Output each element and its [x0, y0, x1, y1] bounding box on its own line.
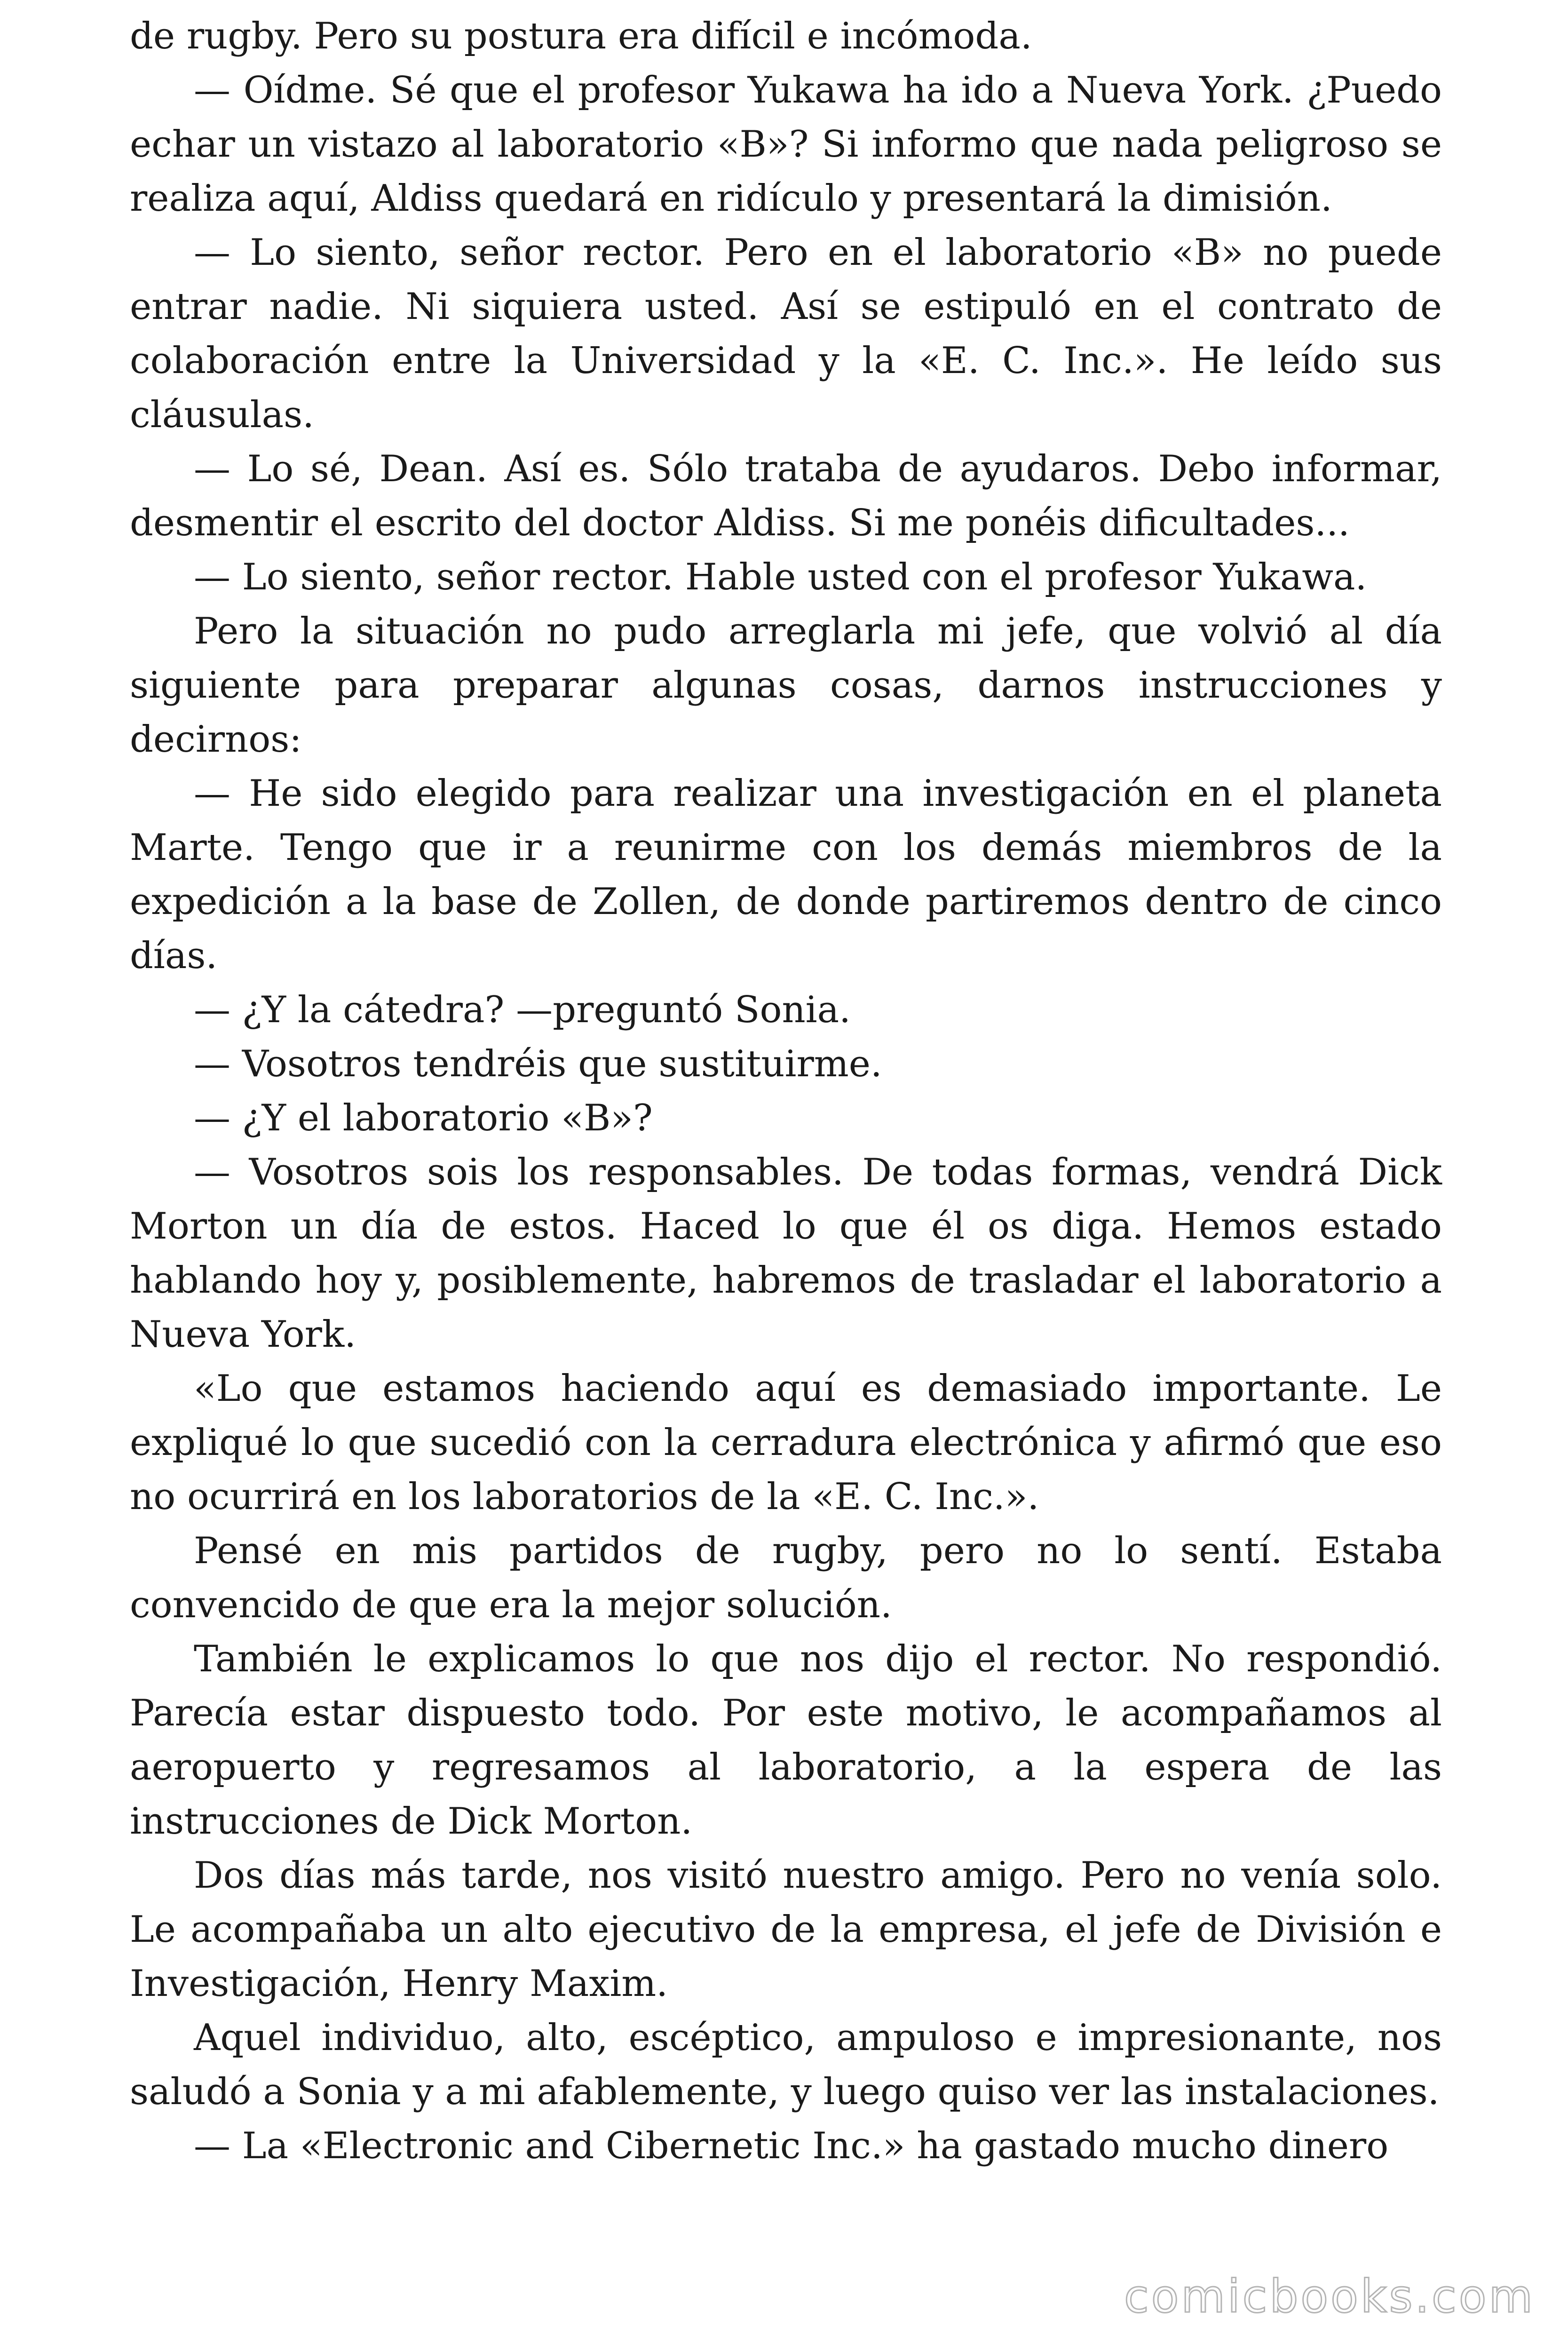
paragraph: — Vosotros tendréis que sustituirme. [194, 1043, 882, 1085]
paragraph: Pensé en mis partidos de rugby, pero no lo sentí. Estaba convencido de que era la mejor solución. [130, 1530, 1442, 1626]
paragraph: — ¿Y el laboratorio «B»? [194, 1097, 653, 1139]
paragraph: — Lo siento, señor rector. Pero en el laboratorio «B» no puede entrar nadie. Ni siquiera usted. Así se estipuló en el contrato de colaboración entre la Universidad y la «E. C. Inc.». He leído sus cláusulas. [130, 231, 1442, 436]
paragraph: — Oídme. Sé que el profesor Yukawa ha ido a Nueva York. ¿Puedo echar un vistazo al laboratorio «B»? Si informo que nada peligroso se realiza aquí, Aldiss quedará en ridículo y presentará la dimisión. [130, 69, 1442, 220]
paragraph: «Lo que estamos haciendo aquí es demasiado importante. Le expliqué lo que sucedió con la cerradura electrónica y afirmó que eso no ocurrirá en los laboratorios de la «E. C. Inc.». [130, 1367, 1442, 1518]
paragraph: — Lo siento, señor rector. Hable usted con el profesor Yukawa. [194, 556, 1367, 598]
paragraph: — Vosotros sois los responsables. De todas formas, vendrá Dick Morton un día de estos. Haced lo que él os diga. Hemos estado hablando hoy y, posiblemente, habremos de trasladar el laboratorio a Nueva York. [130, 1151, 1442, 1356]
paragraph: También le explicamos lo que nos dijo el rector. No respondió. Parecía estar dispuesto todo. Por este motivo, le acompañamos al aeropuerto y regresamos al laboratorio, a la espera de las instrucciones de Dick Morton. [130, 1638, 1442, 1843]
paragraph: — La «Electronic and Cibernetic Inc.» ha gastado mucho dinero [194, 2125, 1389, 2167]
paragraph: Aquel individuo, alto, escéptico, ampuloso e impresionante, nos saludó a Sonia y a mi afablemente, y luego quiso ver las instalaciones. [130, 2017, 1442, 2113]
paragraph: Dos días más tarde, nos visitó nuestro amigo. Pero no venía solo. Le acompañaba un alto ejecutivo de la empresa, el jefe de División e Investigación, Henry Maxim. [130, 1854, 1442, 2005]
paragraph: — He sido elegido para realizar una investigación en el planeta Marte. Tengo que ir a reunirme con los demás miembros de la expedición a la base de Zollen, de donde partiremos dentro de cinco días. [130, 772, 1442, 977]
page-text [130, 9, 1442, 2173]
paragraph: — Lo sé, Dean. Así es. Sólo trataba de ayudaros. Debo informar, desmentir el escrito del doctor Aldiss. Si me ponéis dificultades... [130, 448, 1442, 544]
paragraph: — ¿Y la cátedra? —preguntó Sonia. [194, 989, 851, 1031]
paragraph-continued: de rugby. Pero su postura era difícil e incómoda. [130, 15, 1032, 57]
paragraph: Pero la situación no pudo arreglarla mi jefe, que volvió al día siguiente para preparar algunas cosas, darnos instrucciones y decirnos: [130, 610, 1442, 761]
watermark: comicbooks.com [1124, 2270, 1535, 2323]
